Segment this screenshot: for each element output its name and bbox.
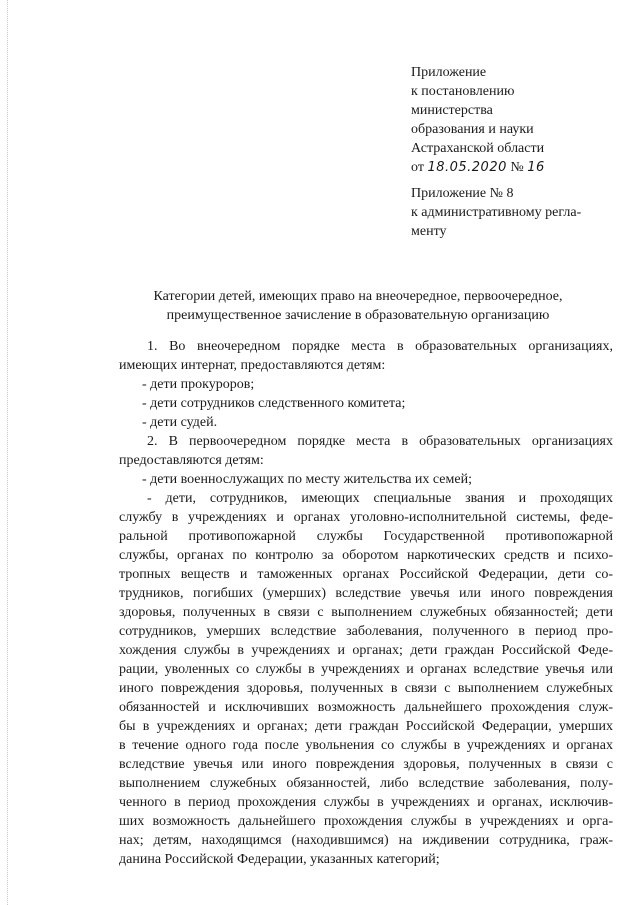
- paragraph-line: вследствие увечья или иного повреждения здоровья, полученных в связи с: [119, 757, 613, 772]
- paragraph-line: бы в учреждениях и органах; дети граждан Российской Федерации, умерших: [119, 719, 613, 734]
- paragraph-line: рации, уволенных со службы в учреждениях и органах вследствие увечья или: [119, 662, 613, 677]
- handwritten-date: 18.05.2020: [427, 160, 507, 175]
- paragraph-line: в течение одного года после увольнения со службы в учреждениях и органах: [119, 738, 613, 753]
- paragraph-line: ральной противопожарной службы Государственной противопожарной: [119, 529, 613, 544]
- appendix-8-line: к административному регла-: [411, 205, 582, 220]
- number-sign: №: [510, 160, 524, 175]
- appendix-8-line: Приложение № 8: [411, 186, 514, 201]
- appendix-8-header: [411, 184, 626, 241]
- appendix-header-line: Приложение: [411, 65, 487, 80]
- paragraph-line: данина Российской Федерации, указанных категорий;: [119, 852, 440, 867]
- paragraph-line: ченного в период прохождения службы в учреждениях и органах, исключив-: [119, 795, 613, 810]
- title-line: преимущественное зачисление в образовательную организацию: [166, 308, 550, 323]
- appendix-date-line: [411, 158, 626, 177]
- paragraph-line: службы, органах по контролю за оборотом наркотических средств и психо-: [119, 548, 613, 563]
- appendix-8-line: менту: [411, 224, 447, 239]
- list-item: - дети судей.: [142, 415, 218, 430]
- paragraph-line: хождения службы в учреждениях и органах; дети граждан Российской Феде-: [119, 643, 613, 658]
- appendix-header: [411, 63, 626, 177]
- paragraph-line: сотрудников, умерших вследствие заболевания, полученного в период про-: [119, 624, 613, 639]
- section-1-heading-cont: имеющих интернат, предоставляются детям:: [119, 358, 386, 373]
- paragraph-line: обязанностей и исключивших возможность дальнейшего прохождения служ-: [119, 700, 613, 715]
- paragraph-line: иного повреждения здоровья, полученных в связи с выполнением служебных: [119, 681, 613, 696]
- list-item: - дети сотрудников следственного комитета;: [142, 396, 406, 411]
- document-title: [118, 287, 598, 325]
- paragraph-line: нах; детям, находящимся (находившимся) на иждивении сотрудника, граж-: [119, 833, 613, 848]
- list-item: - дети военнослужащих по месту жительства их семей;: [142, 472, 472, 487]
- appendix-header-line: министерства: [411, 103, 493, 118]
- appendix-header-line: к постановлению: [411, 84, 515, 99]
- section-1-heading: 1. Во внеочередном порядке места в образовательных организациях,: [147, 339, 613, 354]
- paragraph-line: тропных веществ и таможенных органах Российской Федерации, дети со-: [119, 567, 613, 582]
- paragraph-line: службу в учреждениях и органах уголовно-исполнительной системы, феде-: [119, 510, 613, 525]
- section-2-heading: 2. В первоочередном порядке места в образовательных организациях: [147, 434, 613, 449]
- handwritten-number: 16: [527, 160, 545, 175]
- section-2-heading-cont: предоставляются детям:: [119, 453, 264, 468]
- paragraph-line: ших возможность дальнейшего прохождения службы в учреждениях и орга-: [119, 814, 613, 829]
- appendix-header-line: Астраханской области: [411, 141, 545, 156]
- appendix-header-line: образования и науки: [411, 122, 534, 137]
- paragraph-line: - дети, сотрудников, имеющих специальные звания и проходящих: [147, 491, 613, 506]
- title-line: Категории детей, имеющих право на внеочередное, первоочередное,: [153, 289, 563, 304]
- scan-edge-marks: [7, 0, 8, 905]
- document-body: [119, 337, 613, 869]
- paragraph-line: выполнением служебных обязанностей, либо вследствие заболевания, полу-: [119, 776, 613, 791]
- paragraph-line: трудников, погибших (умерших) вследствие увечья или иного повреждения: [119, 586, 613, 601]
- date-prefix: от: [411, 160, 424, 175]
- paragraph-line: здоровья, полученных в связи с выполнением служебных обязанностей; дети: [119, 605, 613, 620]
- list-item: - дети прокуроров;: [142, 377, 255, 392]
